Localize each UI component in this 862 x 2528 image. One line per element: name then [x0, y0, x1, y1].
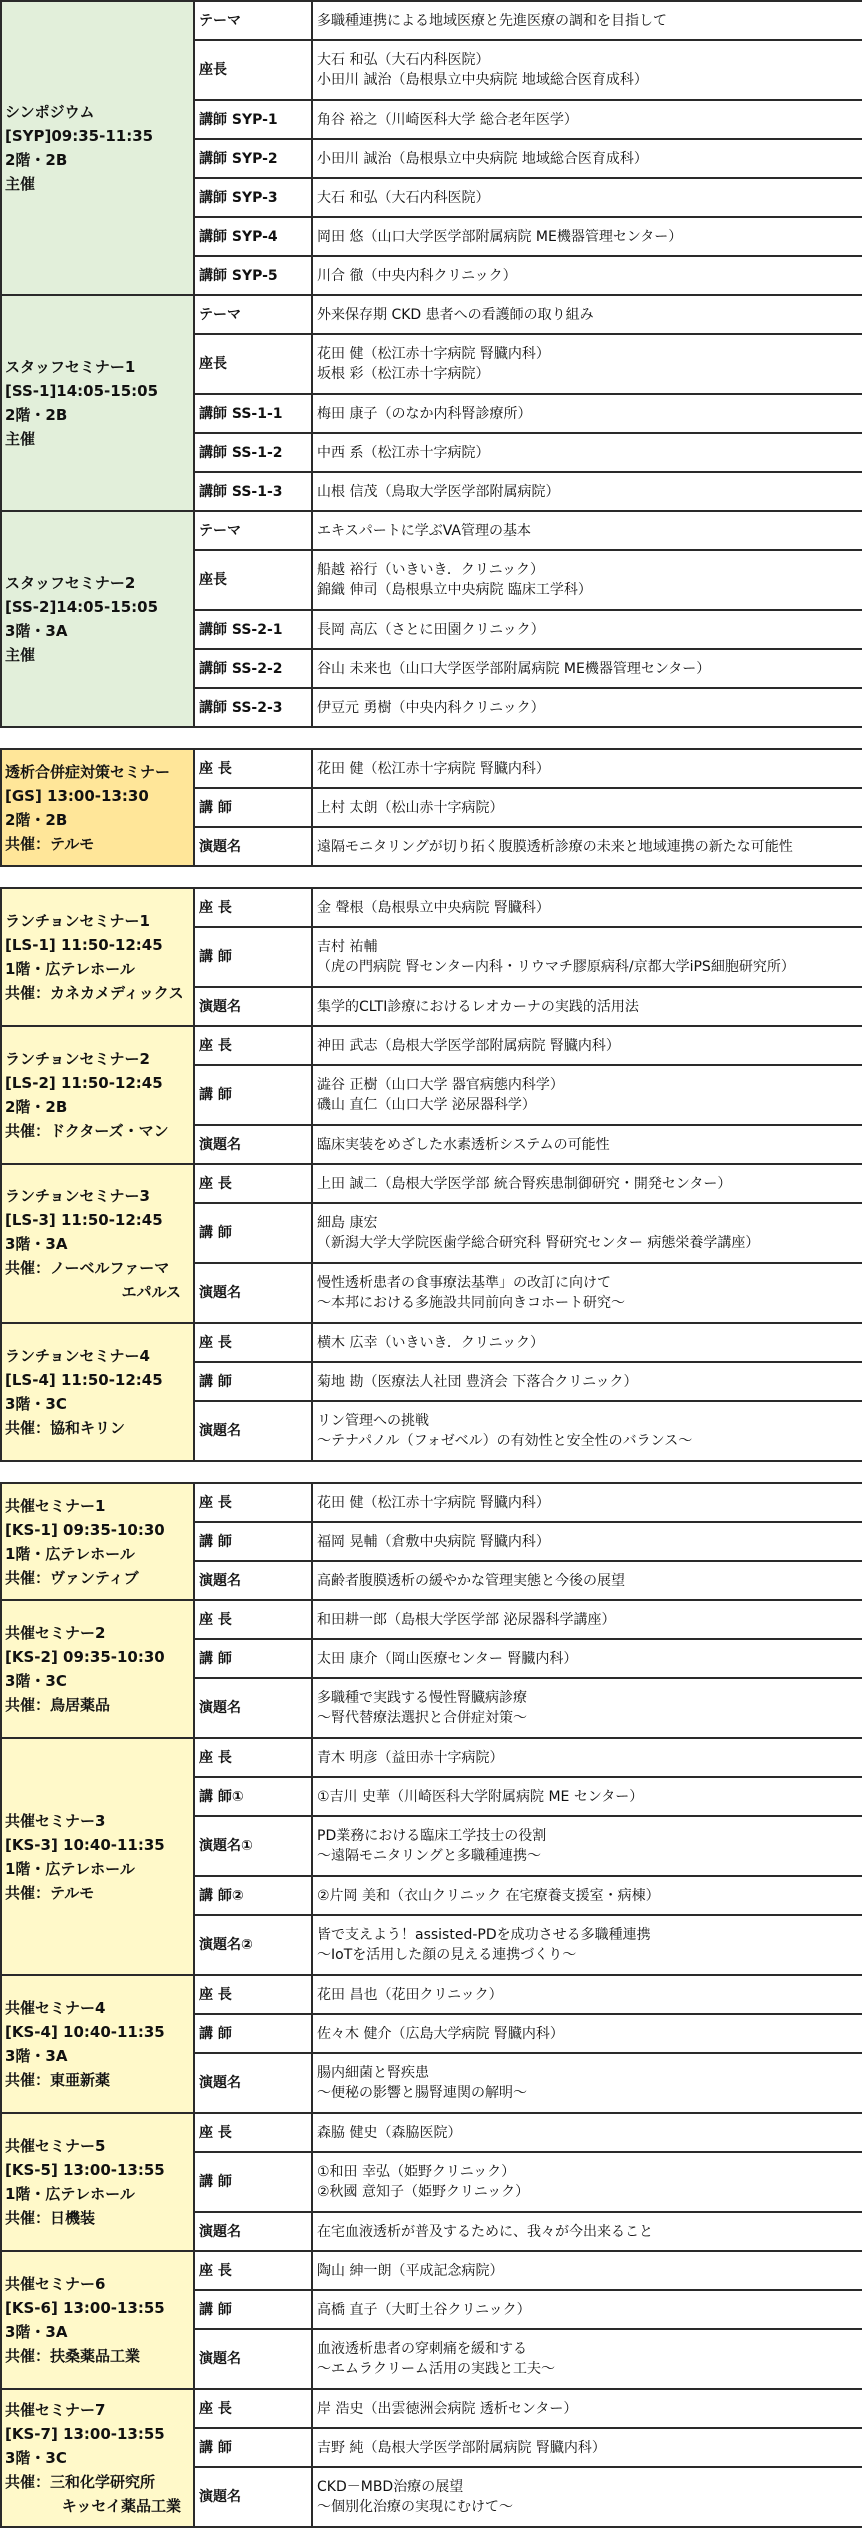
row-label: 演題名 [194, 1125, 312, 1164]
session-info-cell [1, 1, 194, 295]
session-room: 2階・2B [5, 151, 68, 169]
row-value [312, 1203, 862, 1263]
row-value-line: ②秋國 意知子（姫野クリニック） [317, 2184, 530, 2200]
row-value [312, 987, 862, 1026]
row-value-line: ②片岡 美和（衣山クリニック 在宅療養支援室・病棟） [317, 1887, 660, 1904]
row-value-line: 花田 健（松江赤十字病院 腎臓内科） [317, 1494, 550, 1511]
row-label: 講師 SS-1-1 [194, 394, 312, 433]
session-sponsor: 共催：カネカメディックス [5, 984, 184, 1002]
row-label: 座 長 [194, 2113, 312, 2152]
row-value [312, 788, 862, 827]
row-value-line: （虎の門病院 腎センター内科・リウマチ膠原病科/京都大学iPS細胞研究所） [317, 959, 795, 975]
row-label: 演題名 [194, 1401, 312, 1461]
row-value [312, 394, 862, 433]
row-value [312, 1522, 862, 1561]
row-value [312, 1401, 862, 1461]
session-code-time: [KS-5] 13:00-13:55 [5, 2161, 165, 2179]
row-value-line: 谷山 未来也（山口大学医学部附属病院 ME機器管理センター） [317, 660, 711, 677]
session-info-cell [1, 511, 194, 727]
row-value [312, 1, 862, 40]
row-label: 座長 [194, 334, 312, 394]
table-row [1, 1164, 862, 1203]
spacer [0, 728, 862, 748]
row-value [312, 649, 862, 688]
row-value [312, 688, 862, 727]
session-room: 3階・3C [5, 2449, 67, 2467]
row-label: 講 師 [194, 1639, 312, 1678]
row-value [312, 217, 862, 256]
row-value-line: 佐々木 健介（広島大学病院 腎臓内科） [317, 2025, 564, 2042]
row-label: 座 長 [194, 1975, 312, 2014]
session-room: 2階・2B [5, 1098, 68, 1116]
row-label: 講 師① [194, 1777, 312, 1816]
row-value-line: 花田 昌也（花田クリニック） [317, 1986, 503, 2003]
row-value [312, 2113, 862, 2152]
session-info-cell [1, 1600, 194, 1738]
row-value-line: 中西 系（松江赤十字病院） [317, 444, 490, 461]
row-value [312, 2290, 862, 2329]
table-row [1, 1600, 862, 1639]
row-value [312, 1125, 862, 1164]
session-sponsor: 共催：扶桑薬品工業 [5, 2347, 141, 2365]
table-row [1, 1975, 862, 2014]
row-label: テーマ [194, 1, 312, 40]
session-info-cell [1, 2389, 194, 2527]
row-label: 講師 SYP-5 [194, 256, 312, 295]
session-sponsor: 共催：ノーベルファーマ [5, 1258, 170, 1277]
row-label: 演題名 [194, 987, 312, 1026]
row-label: 座 長 [194, 2251, 312, 2290]
session-code-time: [KS-3] 10:40-11:35 [5, 1835, 165, 1854]
row-label: 演題名 [194, 2053, 312, 2113]
row-label: 座 長 [194, 2389, 312, 2428]
row-value-line: 森脇 健史（森脇医院） [317, 2124, 462, 2141]
row-value-line: 高橋 直子（大町土谷クリニック） [317, 2301, 531, 2318]
row-label: 講 師 [194, 2014, 312, 2053]
session-room: 1階・広テレホール [5, 1859, 135, 1878]
session-info-cell [1, 1483, 194, 1600]
row-label: 座 長 [194, 1738, 312, 1777]
row-label: テーマ [194, 295, 312, 334]
row-value [312, 2329, 862, 2389]
row-value [312, 433, 862, 472]
session-title: 共催セミナー2 [5, 1624, 106, 1642]
session-title: ランチョンセミナー2 [5, 1050, 150, 1068]
row-label: 講 師 [194, 927, 312, 987]
row-value-line: 慢性透析患者の食事療法基準」の改訂に向けて [317, 1275, 611, 1291]
table-row [1, 295, 862, 334]
session-sponsor: 主催 [5, 646, 36, 664]
row-label: 講師 SYP-1 [194, 100, 312, 139]
row-value [312, 1915, 862, 1975]
row-label: テーマ [194, 511, 312, 550]
table-row [1, 1, 862, 40]
session-room: 3階・3A [5, 2047, 68, 2065]
cosponsored-sessions-table [0, 1482, 862, 2528]
row-value-line: 陶山 紳一朗（平成記念病院） [317, 2262, 504, 2279]
row-value-line: 青木 明彦（益田赤十字病院） [317, 1749, 504, 1766]
row-value-line: 伊豆元 勇樹（中央内科クリニック） [317, 699, 545, 716]
row-value-line: 岡田 悠（山口大学医学部附属病院 ME機器管理センター） [317, 228, 683, 245]
session-sponsor-extra: キッセイ薬品工業 [61, 2497, 181, 2515]
row-label: 講師 SYP-4 [194, 217, 312, 256]
session-code-time: [GS] 13:00-13:30 [5, 786, 149, 805]
row-label: 講 師 [194, 1362, 312, 1401]
row-value-line: ～テナパノル（フォゼベル）の有効性と安全性のバランス～ [317, 1433, 693, 1449]
row-value-line: 上田 誠二（島根大学医学部 統合腎疾患制御研究・開発センター） [317, 1175, 732, 1192]
row-value [312, 1323, 862, 1362]
row-value-line: 小田川 誠治（島根県立中央病院 地域総合医育成科） [317, 72, 648, 88]
row-label: 講師 SYP-2 [194, 139, 312, 178]
row-value [312, 100, 862, 139]
row-value [312, 2152, 862, 2212]
row-label: 座長 [194, 550, 312, 610]
main-sessions-table [0, 0, 862, 728]
row-label: 演題名① [194, 1816, 312, 1876]
row-value-line: 細島 康宏 [317, 1215, 378, 1231]
row-label: 座 長 [194, 1323, 312, 1362]
row-value-line: 多職種連携による地域医療と先進医療の調和を目指して [317, 12, 667, 29]
row-value [312, 2389, 862, 2428]
row-value-line: 皆で支えよう！assisted-PDを成功させる多職種連携 [317, 1927, 651, 1943]
row-value [312, 1816, 862, 1876]
row-value [312, 1483, 862, 1522]
row-label: 演題名 [194, 827, 312, 866]
session-room: 3階・3C [5, 1395, 67, 1413]
row-value-line: 金 聲根（島根県立中央病院 腎臓科） [317, 899, 550, 916]
table-row [1, 1738, 862, 1777]
session-code-time: [KS-7] 13:00-13:55 [5, 2425, 165, 2443]
session-info-cell [1, 2251, 194, 2389]
row-label: 演題名 [194, 1561, 312, 1600]
row-label: 演題名② [194, 1915, 312, 1975]
session-info-cell [1, 749, 194, 866]
row-label: 講 師 [194, 1203, 312, 1263]
table-row [1, 888, 862, 927]
table-row [1, 511, 862, 550]
session-code-time: [KS-1] 09:35-10:30 [5, 1520, 165, 1539]
session-title: 共催セミナー7 [5, 2401, 106, 2419]
row-value-line: 坂根 彩（松江赤十字病院） [317, 366, 490, 382]
table-row [1, 1323, 862, 1362]
row-value-line: 血液透析患者の穿刺痛を緩和する [317, 2341, 527, 2357]
row-value-line: 高齢者腹膜透析の緩やかな管理実態と今後の展望 [317, 1572, 625, 1589]
row-value-line: 福岡 晃輔（倉敷中央病院 腎臓内科） [317, 1533, 550, 1550]
row-value-line: ～エムラクリーム活用の実践と工夫～ [317, 2361, 555, 2377]
row-value [312, 2212, 862, 2251]
row-label: 講 師 [194, 1522, 312, 1561]
row-label: 演題名 [194, 2212, 312, 2251]
spacer [0, 1462, 862, 1482]
session-room: 2階・2B [5, 810, 68, 829]
row-value-line: 大石 和弘（大石内科医院） [317, 189, 490, 206]
row-value [312, 1362, 862, 1401]
session-code-time: [KS-6] 13:00-13:55 [5, 2299, 165, 2317]
session-title: スタッフセミナー2 [5, 574, 136, 592]
session-title: ランチョンセミナー4 [5, 1347, 150, 1365]
session-title: 共催セミナー5 [5, 2137, 106, 2155]
session-room: 3階・3A [5, 1234, 68, 1253]
row-value [312, 2053, 862, 2113]
session-room: 1階・広テレホール [5, 2185, 135, 2203]
row-value [312, 2251, 862, 2290]
row-value [312, 2467, 862, 2527]
session-title: 共催セミナー3 [5, 1811, 106, 1830]
row-label: 座 長 [194, 1164, 312, 1203]
row-value-line: 船越 裕行（いきいき．クリニック） [317, 562, 545, 578]
row-value-line: 梅田 康子（のなか内科腎診療所） [317, 405, 532, 422]
row-value [312, 295, 862, 334]
row-value-line: 長岡 高広（さとに田園クリニック） [317, 621, 545, 638]
table-row [1, 1483, 862, 1522]
row-value [312, 1561, 862, 1600]
row-value [312, 511, 862, 550]
row-value [312, 139, 862, 178]
row-value [312, 1263, 862, 1323]
row-label: 座 長 [194, 749, 312, 788]
row-value-line: 腸内細菌と腎疾患 [317, 2065, 429, 2081]
row-value [312, 2014, 862, 2053]
row-value [312, 1975, 862, 2014]
session-code-time: [SS-2]14:05-15:05 [5, 598, 159, 616]
row-value [312, 550, 862, 610]
row-value [312, 749, 862, 788]
session-title: ランチョンセミナー1 [5, 912, 150, 930]
row-value-line: 澁谷 正樹（山口大学 器官病態内科学） [317, 1077, 564, 1093]
row-label: 演題名 [194, 2329, 312, 2389]
row-value-line: （新潟大学大学院医歯学総合研究科 腎研究センター 病態栄養学講座） [317, 1235, 760, 1251]
session-sponsor-extra: エパルス [121, 1282, 181, 1301]
row-value-line: ①和田 幸弘（姫野クリニック） [317, 2164, 516, 2180]
row-label: 講師 SS-2-3 [194, 688, 312, 727]
session-sponsor: 共催：ドクターズ・マン [5, 1122, 169, 1140]
row-value-line: 外来保存期 CKD 患者への看護師の取り組み [317, 306, 594, 323]
session-info-cell [1, 295, 194, 511]
row-value-line: ～遠隔モニタリングと多職種連携～ [317, 1848, 541, 1864]
session-room: 1階・広テレホール [5, 1544, 135, 1563]
row-value-line: 花田 健（松江赤十字病院 腎臓内科） [317, 760, 550, 777]
session-info-cell [1, 1975, 194, 2113]
session-title: 透析合併症対策セミナー [5, 762, 171, 781]
row-label: 講師 SS-2-2 [194, 649, 312, 688]
row-label: 講 師 [194, 788, 312, 827]
row-value [312, 1026, 862, 1065]
row-label: 講師 SS-1-3 [194, 472, 312, 511]
row-value [312, 1164, 862, 1203]
session-info-cell [1, 1164, 194, 1323]
row-value-line: 山根 信茂（鳥取大学医学部附属病院） [317, 483, 560, 500]
row-value-line: 小田川 誠治（島根県立中央病院 地域総合医育成科） [317, 150, 648, 167]
row-label: 講 師 [194, 1065, 312, 1125]
row-value [312, 178, 862, 217]
row-value [312, 610, 862, 649]
row-label: 講師 SYP-3 [194, 178, 312, 217]
session-room: 3階・3A [5, 622, 68, 640]
row-value [312, 1738, 862, 1777]
row-label: 講師 SS-2-1 [194, 610, 312, 649]
session-sponsor: 共催：テルモ [5, 1883, 95, 1902]
session-room: 3階・3C [5, 1672, 67, 1690]
row-value-line: 岸 浩史（出雲徳洲会病院 透析センター） [317, 2400, 578, 2417]
row-value-line: 花田 健（松江赤十字病院 腎臓内科） [317, 346, 550, 362]
session-sponsor: 共催：協和キリン [5, 1419, 126, 1437]
row-value-line: 多職種で実践する慢性腎臓病診療 [317, 1690, 527, 1706]
session-sponsor: 共催：東亜新薬 [5, 2071, 111, 2089]
row-label: 講 師② [194, 1876, 312, 1915]
row-value [312, 40, 862, 100]
row-value-line: 在宅血液透析が普及するために、我々が今出来ること [317, 2223, 653, 2240]
row-value-line: ～本邦における多施設共同前向きコホート研究～ [317, 1295, 625, 1311]
row-label: 講 師 [194, 2290, 312, 2329]
session-code-time: [KS-2] 09:35-10:30 [5, 1648, 165, 1666]
row-value-line: 横木 広幸（いきいき．クリニック） [317, 1334, 545, 1351]
table-row [1, 1026, 862, 1065]
row-value-line: 神田 武志（島根大学医学部附属病院 腎臓内科） [317, 1037, 620, 1054]
session-code-time: [SS-1]14:05-15:05 [5, 382, 159, 400]
session-code-time: [SYP]09:35-11:35 [5, 127, 154, 145]
row-label: 座 長 [194, 1600, 312, 1639]
session-info-cell [1, 1026, 194, 1164]
session-title: 共催セミナー1 [5, 1496, 106, 1515]
table-row [1, 2113, 862, 2152]
session-sponsor: 共催：テルモ [5, 834, 95, 853]
row-value [312, 888, 862, 927]
session-info-cell [1, 888, 194, 1026]
session-info-cell [1, 1738, 194, 1975]
session-sponsor: 共催：鳥居薬品 [5, 1696, 111, 1714]
row-value-line: 吉野 純（島根大学医学部附属病院 腎臓内科） [317, 2439, 606, 2456]
table-row [1, 2389, 862, 2428]
row-value [312, 1876, 862, 1915]
spacer [0, 867, 862, 887]
row-label: 座 長 [194, 888, 312, 927]
session-code-time: [LS-4] 11:50-12:45 [5, 1371, 163, 1389]
row-value-line: 遠隔モニタリングが切り拓く腹膜透析診療の未来と地域連携の新たな可能性 [317, 838, 793, 855]
table-row [1, 2251, 862, 2290]
gs-session-table [0, 748, 862, 867]
row-value-line: ①吉川 史華（川崎医科大学附属病院 ME センター） [317, 1788, 644, 1805]
session-title: 共催セミナー4 [5, 1999, 106, 2017]
row-value [312, 927, 862, 987]
row-value-line: エキスパートに学ぶVA管理の基本 [317, 522, 531, 539]
row-value-line: ～IoTを活用した顔の見える連携づくり～ [317, 1947, 577, 1963]
row-value-line: 太田 康介（岡山医療センター 腎臓内科） [317, 1650, 578, 1667]
row-value [312, 827, 862, 866]
row-value [312, 1639, 862, 1678]
row-value [312, 1777, 862, 1816]
row-value-line: PD業務における臨床工学技士の役割 [317, 1828, 547, 1844]
session-room: 1階・広テレホール [5, 960, 135, 978]
row-value-line: 角谷 裕之（川崎医科大学 総合老年医学） [317, 111, 578, 128]
row-value-line: 大石 和弘（大石内科医院） [317, 52, 490, 68]
row-value-line: 川合 徹（中央内科クリニック） [317, 267, 517, 284]
session-sponsor: 共催：ヴァンティブ [5, 1568, 139, 1587]
row-label: 演題名 [194, 1678, 312, 1738]
row-value [312, 2428, 862, 2467]
row-label: 講 師 [194, 2428, 312, 2467]
session-sponsor: 主催 [5, 175, 36, 193]
row-value-line: ～便秘の影響と腸腎連関の解明～ [317, 2085, 527, 2101]
row-value-line: 磯山 直仁（山口大学 泌尿器科学） [317, 1097, 536, 1113]
row-value [312, 334, 862, 394]
session-code-time: [LS-2] 11:50-12:45 [5, 1074, 163, 1092]
row-value-line: 吉村 祐輔 [317, 939, 378, 955]
luncheon-sessions-table [0, 887, 862, 1462]
row-label: 演題名 [194, 1263, 312, 1323]
session-title: 共催セミナー6 [5, 2275, 106, 2293]
session-title: スタッフセミナー1 [5, 358, 136, 376]
table-row [1, 749, 862, 788]
row-value-line: 集学的CLTI診療におけるレオカーナの実践的活用法 [317, 998, 639, 1015]
session-title: シンポジウム [5, 103, 95, 121]
row-value-line: 臨床実装をめざした水素透析システムの可能性 [317, 1136, 610, 1153]
session-sponsor: 主催 [5, 430, 36, 448]
session-code-time: [KS-4] 10:40-11:35 [5, 2023, 165, 2041]
row-value [312, 256, 862, 295]
row-value-line: ～個別化治療の実現にむけて～ [317, 2499, 513, 2515]
row-value-line: 錦織 伸司（島根県立中央病院 臨床工学科） [317, 582, 592, 598]
row-label: 演題名 [194, 2467, 312, 2527]
row-value [312, 1600, 862, 1639]
session-sponsor: 共催：日機装 [5, 2209, 96, 2227]
session-info-cell [1, 1323, 194, 1461]
row-label: 講 師 [194, 2152, 312, 2212]
row-label: 座 長 [194, 1026, 312, 1065]
session-room: 2階・2B [5, 406, 68, 424]
row-value-line: 和田耕一郎（島根大学医学部 泌尿器科学講座） [317, 1611, 616, 1628]
session-title: ランチョンセミナー3 [5, 1186, 150, 1205]
session-room: 3階・3A [5, 2323, 68, 2341]
session-info-cell [1, 2113, 194, 2251]
row-label: 講師 SS-1-2 [194, 433, 312, 472]
row-value [312, 1065, 862, 1125]
row-value-line: CKD－MBD治療の展望 [317, 2479, 464, 2495]
row-value-line: 菊地 勘（医療法人社団 豊済会 下落合クリニック） [317, 1373, 638, 1390]
row-value-line: ～腎代替療法選択と合併症対策～ [317, 1710, 527, 1726]
row-label: 座長 [194, 40, 312, 100]
row-value [312, 1678, 862, 1738]
row-label: 座 長 [194, 1483, 312, 1522]
session-code-time: [LS-3] 11:50-12:45 [5, 1210, 163, 1229]
session-sponsor: 共催：三和化学研究所 [5, 2473, 156, 2491]
row-value [312, 472, 862, 511]
row-value-line: 上村 太朗（松山赤十字病院） [317, 799, 504, 816]
session-code-time: [LS-1] 11:50-12:45 [5, 936, 163, 954]
row-value-line: リン管理への挑戦 [317, 1413, 429, 1429]
